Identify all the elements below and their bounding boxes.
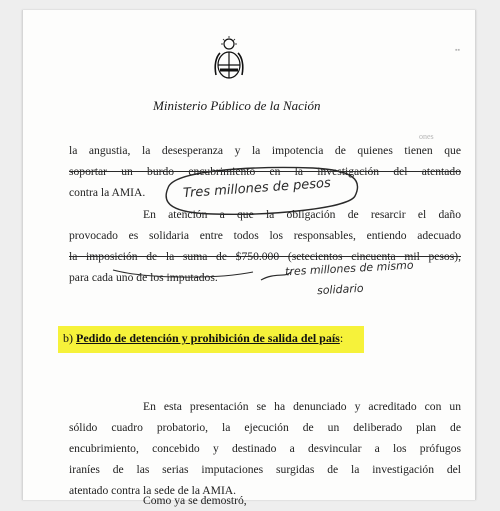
ministry-title: Ministerio Público de la Nación [153,98,321,113]
section-colon: : [339,331,344,345]
para2-line-1: En atención a que la obligación de resarcir el daño [143,208,461,221]
para1-line-3: contra la AMIA. [69,186,146,199]
para2-line-3: la imposición de la suma de $750.000 (setecientos cincuenta mil pesos), [69,250,461,263]
paragraph-2 [69,204,461,288]
document-page [22,10,476,507]
para2-line-4: para cada uno de los imputados. [69,271,218,284]
section-heading [63,331,343,346]
corner-mark: ones [419,132,434,141]
para4-line-1: Como ya se demostró, [143,494,247,507]
paragraph-3 [69,396,461,501]
paragraph-4 [69,490,461,511]
handwritten-margin-note-2: solidario [316,281,364,298]
para3-line-3: encubrimiento, concebido y destinado a desvincular a los prófugos [69,442,461,455]
para2-line-2: provocado es solidaria entre todos los responsables, entiendo adecuado [69,229,461,242]
para3-line-5: atentado contra la sede de la AMIA. [69,484,237,497]
para3-line-2: sólido cuadro probatorio, la ejecución de un deliberado plan de [69,421,461,434]
para3-line-1: En esta presentación se ha denunciado y acreditado con un [143,400,461,413]
scan-speck: ▪▪ [455,46,460,54]
handwritten-margin-note-1: tres millones de mismo [284,258,414,279]
para3-line-4: iraníes de las serias imputaciones surgidas de la investigación del [69,463,461,476]
para1-line-2: soportar un burdo encubrimiento en la investigación del atentado [69,165,461,178]
section-marker: b) [63,331,73,345]
coat-of-arms-seal-icon [212,35,246,83]
para1-line-1: la angustia, la desesperanza y la impotencia de quienes tienen que [69,144,461,157]
section-title: Pedido de detención y prohibición de salida del país [76,331,340,345]
handwritten-circled-note: Tres millones de pesos [182,175,332,202]
